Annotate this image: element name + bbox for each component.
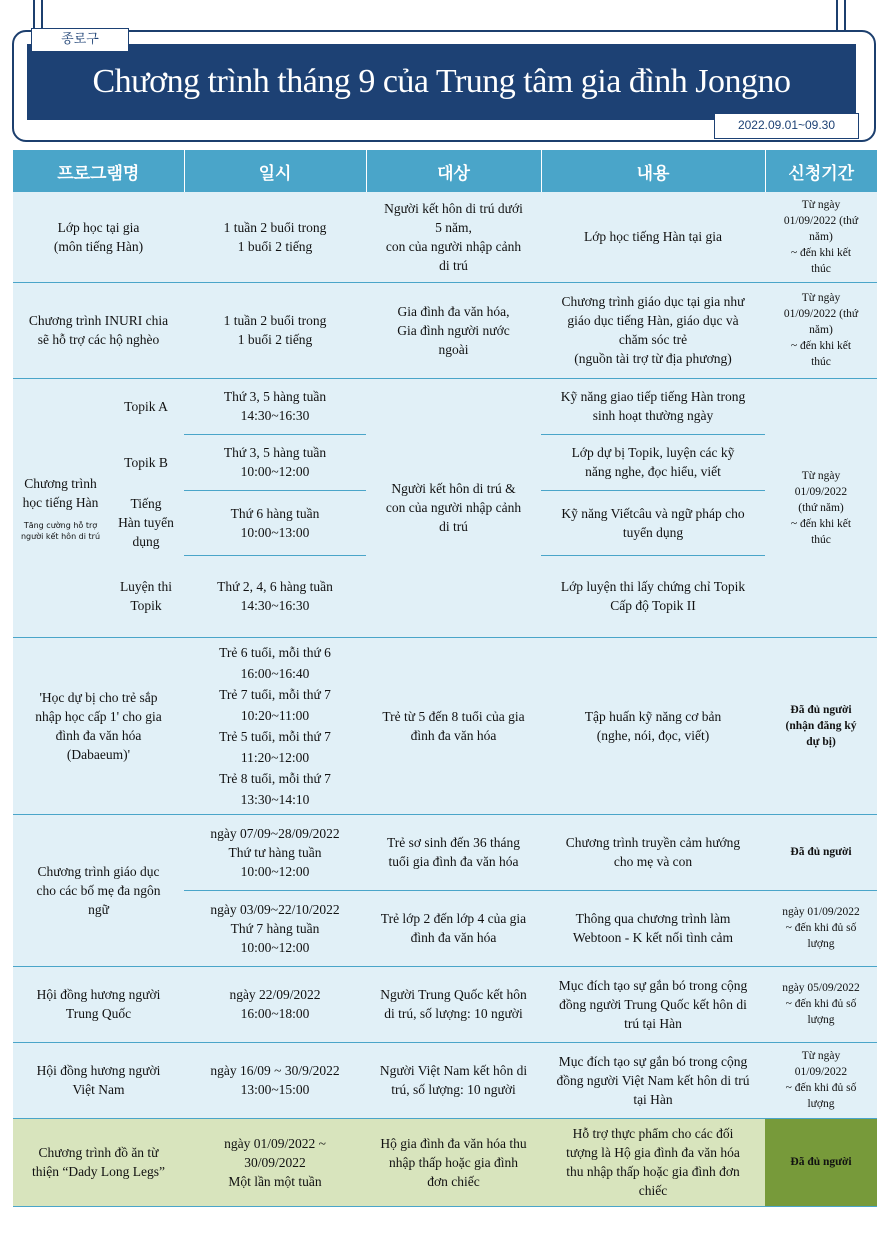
sub-program-time: Thứ 6 hàng tuần 10:00~13:00 <box>184 490 366 555</box>
program-time: ngày 01/09/2022 ~ 30/09/2022 Một lần một tuần <box>184 1118 366 1206</box>
program-target: Trẻ từ 5 đến 8 tuổi của gia đình đa văn hóa <box>366 637 541 814</box>
frame-line-right-2 <box>844 0 846 34</box>
program-content: Tập huấn kỹ năng cơ bản (nghe, nói, đọc, viết) <box>541 637 765 814</box>
program-content: Lớp học tiếng Hàn tại gia <box>541 192 765 282</box>
frame-line-right-1 <box>836 0 838 34</box>
program-content: Mục đích tạo sự gắn bó trong cộng đồng người Trung Quốc kết hôn di trú tại Hàn <box>541 966 765 1042</box>
program-name: Chương trình giáo dục cho các bố mẹ đa ngôn ngữ <box>13 814 184 966</box>
program-content: Thông qua chương trình làm Webtoon - K kết nối tình cảm <box>541 890 765 966</box>
sub-program-content: Lớp luyện thi lấy chứng chỉ Topik Cấp độ Topik II <box>541 555 765 637</box>
program-name: Chương trình INURI chia sẽ hỗ trợ các hộ nghèo <box>13 282 184 378</box>
program-name: 'Học dự bị cho trẻ sắp nhập học cấp 1' cho gia đình đa văn hóa (Dabaeum)' <box>13 637 184 814</box>
program-target: Hộ gia đình đa văn hóa thu nhập thấp hoặc gia đình đơn chiếc <box>366 1118 541 1206</box>
program-table <box>13 150 877 1207</box>
program-time: ngày 03/09~22/10/2022 Thứ 7 hàng tuần 10:00~12:00 <box>184 890 366 966</box>
program-content: Chương trình truyền cảm hướng cho mẹ và con <box>541 814 765 890</box>
table-row <box>13 966 877 1042</box>
sub-program-content: Kỹ năng Viếtcâu và ngữ pháp cho tuyển dụng <box>541 490 765 555</box>
program-name <box>13 378 108 637</box>
program-time: ngày 07/09~28/09/2022 Thứ tư hàng tuần 10:00~12:00 <box>184 814 366 890</box>
program-name: Hội đồng hương người Trung Quốc <box>13 966 184 1042</box>
table-row <box>13 814 877 890</box>
program-content: Mục đích tạo sự gắn bó trong cộng đồng người Việt Nam kết hôn di trú tại Hàn <box>541 1042 765 1118</box>
program-target: Người Việt Nam kết hôn di trú, số lượng: 10 người <box>366 1042 541 1118</box>
period-badge: 2022.09.01~09.30 <box>714 113 859 139</box>
sub-program-time: Thứ 3, 5 hàng tuần 10:00~12:00 <box>184 434 366 490</box>
program-target: Trẻ lớp 2 đến lớp 4 của gia đình đa văn hóa <box>366 890 541 966</box>
program-content: Hỗ trợ thực phẩm cho các đối tượng là Hộ gia đình đa văn hóa thu nhập thấp hoặc gia đình đơn chiếc <box>541 1118 765 1206</box>
program-time: 1 tuần 2 buổi trong 1 buổi 2 tiếng <box>184 192 366 282</box>
col-header-target: 대상 <box>366 150 541 192</box>
program-target: Người kết hôn di trú dưới 5 năm, con của người nhập cảnh di trú <box>366 192 541 282</box>
program-time: Trẻ 6 tuổi, mỗi thứ 6 16:00~16:40 Trẻ 7 tuổi, mỗi thứ 7 10:20~11:00 Trẻ 5 tuổi, mỗi thứ 7 11:20~12:00 Trẻ 8 tuổi, mỗi thứ 7 13:30~14:10 <box>184 637 366 814</box>
sub-program-content: Lớp dự bị Topik, luyện các kỹ năng nghe, đọc hiểu, viết <box>541 434 765 490</box>
program-apply: ngày 01/09/2022 ~ đến khi đủ số lượng <box>765 890 877 966</box>
program-note: Tăng cường hỗ trợ người kết hôn di trú <box>20 520 101 541</box>
sub-program-name: Topik B <box>108 434 184 490</box>
sub-program-time: Thứ 3, 5 hàng tuần 14:30~16:30 <box>184 378 366 434</box>
col-header-program: 프로그램명 <box>13 150 184 192</box>
col-header-apply: 신청기간 <box>765 150 877 192</box>
sub-program-time: Thứ 2, 4, 6 hàng tuần 14:30~16:30 <box>184 555 366 637</box>
program-time: ngày 16/09 ~ 30/9/2022 13:00~15:00 <box>184 1042 366 1118</box>
table-row <box>13 282 877 378</box>
program-apply: Từ ngày 01/09/2022 ~ đến khi đủ số lượng <box>765 1042 877 1118</box>
program-name: Chương trình đồ ăn từ thiện “Dady Long Legs” <box>13 1118 184 1206</box>
program-apply: ngày 05/09/2022 ~ đến khi đủ số lượng <box>765 966 877 1042</box>
col-header-time: 일시 <box>184 150 366 192</box>
program-apply: Từ ngày 01/09/2022 (thứ năm) ~ đến khi kết thúc <box>765 192 877 282</box>
program-apply: Đã đủ người (nhận đăng ký dự bị) <box>765 637 877 814</box>
table-row <box>13 192 877 282</box>
district-badge: 종로구 <box>31 28 129 52</box>
table-row <box>13 1118 877 1206</box>
sub-program-name: Tiếng Hàn tuyển dụng <box>108 490 184 555</box>
col-header-content: 내용 <box>541 150 765 192</box>
program-time: 1 tuần 2 buổi trong 1 buổi 2 tiếng <box>184 282 366 378</box>
program-apply: Từ ngày 01/09/2022 (thứ năm) ~ đến khi kết thúc <box>765 378 877 637</box>
sub-program-name: Topik A <box>108 378 184 434</box>
page-title: Chương trình tháng 9 của Trung tâm gia đình Jongno <box>92 63 791 100</box>
table-header-row <box>13 150 877 192</box>
table-row <box>13 637 877 814</box>
program-time: ngày 22/09/2022 16:00~18:00 <box>184 966 366 1042</box>
program-apply: Đã đủ người <box>765 1118 877 1206</box>
program-name: Hội đồng hương người Việt Nam <box>13 1042 184 1118</box>
table-row <box>13 1042 877 1118</box>
program-apply: Đã đủ người <box>765 814 877 890</box>
program-name-text: Chương trình học tiếng Hàn <box>22 475 99 510</box>
program-name: Lớp học tại gia (môn tiếng Hàn) <box>13 192 184 282</box>
program-content: Chương trình giáo dục tại gia như giáo dục tiếng Hàn, giáo dục và chăm sóc trẻ (nguồn tài trợ từ địa phương) <box>541 282 765 378</box>
table-row <box>13 378 877 434</box>
program-apply: Từ ngày 01/09/2022 (thứ năm) ~ đến khi kết thúc <box>765 282 877 378</box>
sub-program-content: Kỹ năng giao tiếp tiếng Hàn trong sinh hoạt thường ngày <box>541 378 765 434</box>
program-target: Gia đình đa văn hóa, Gia đình người nước ngoài <box>366 282 541 378</box>
sub-program-name: Luyện thi Topik <box>108 555 184 637</box>
program-target: Trẻ sơ sinh đến 36 tháng tuổi gia đình đa văn hóa <box>366 814 541 890</box>
program-target: Người Trung Quốc kết hôn di trú, số lượng: 10 người <box>366 966 541 1042</box>
program-target: Người kết hôn di trú & con của người nhập cảnh di trú <box>366 378 541 637</box>
